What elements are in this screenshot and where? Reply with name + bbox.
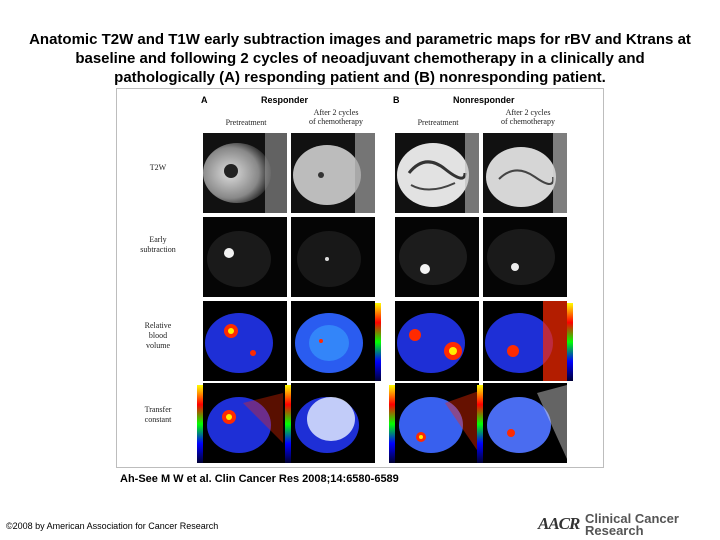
journal-name-line1: Clinical Cancer [585, 511, 679, 526]
col-b-pretreatment: Pretreatment [417, 118, 459, 127]
row-label-t2w: T2W [149, 163, 167, 172]
journal-name [585, 513, 679, 537]
image-a-post-t2w [291, 133, 375, 213]
image-a-pre-rbv [203, 301, 287, 381]
row-label-early: Early subtraction [140, 235, 176, 254]
journal-logo [538, 513, 688, 539]
col-a-after [293, 108, 379, 126]
image-b-pre-t2w [395, 133, 479, 213]
title-line-2: baseline and following 2 cycles of neoadjuvant chemotherapy in a clinically and [75, 50, 645, 67]
image-a-post-early [291, 217, 375, 297]
slide-title [10, 30, 710, 87]
figure-citation: Ah-See M W et al. Clin Cancer Res 2008;14:6580-6589 [120, 473, 399, 485]
rbv-color-scale-a [375, 303, 381, 381]
image-b-pre-rbv [395, 301, 479, 381]
image-a-post-ktrans [291, 383, 375, 463]
aacr-logo-mark: AACR [538, 514, 580, 533]
image-b-post-early [483, 217, 567, 297]
image-a-pre-t2w [203, 133, 287, 213]
title-line-3: pathologically (A) responding patient and (B) nonresponding patient. [114, 69, 606, 86]
row-label-rbv: Relative blood volume [144, 321, 172, 350]
col-a-after-line1: After 2 cycles [313, 108, 359, 117]
rbv-color-scale-b [567, 303, 573, 381]
col-a-pretreatment: Pretreatment [225, 118, 267, 127]
image-a-post-rbv [291, 301, 375, 381]
image-b-post-t2w [483, 133, 567, 213]
image-a-pre-early [203, 217, 287, 297]
col-a-after-line2: of chemotherapy [309, 117, 363, 126]
col-b-after-line1: After 2 cycles [505, 108, 551, 117]
image-b-pre-ktrans [395, 383, 479, 463]
panel-b-title: Nonresponder [453, 95, 515, 105]
image-a-pre-ktrans [203, 383, 287, 463]
panel-a-letter: A [201, 95, 208, 105]
copyright-notice: ©2008 by American Association for Cancer Research [6, 521, 219, 531]
panel-b-letter: B [393, 95, 400, 105]
journal-name-line2: Research [585, 523, 644, 538]
panel-a-title: Responder [261, 95, 309, 105]
col-b-after-line2: of chemotherapy [501, 117, 555, 126]
image-b-pre-early [395, 217, 479, 297]
image-b-post-ktrans [483, 383, 567, 463]
title-line-1: Anatomic T2W and T1W early subtraction images and parametric maps for rBV and Ktrans at [29, 31, 691, 48]
col-b-after [485, 108, 571, 126]
mri-figure [116, 88, 604, 468]
row-label-ktrans: Transfer constant [144, 405, 172, 424]
image-b-post-rbv [483, 301, 567, 381]
